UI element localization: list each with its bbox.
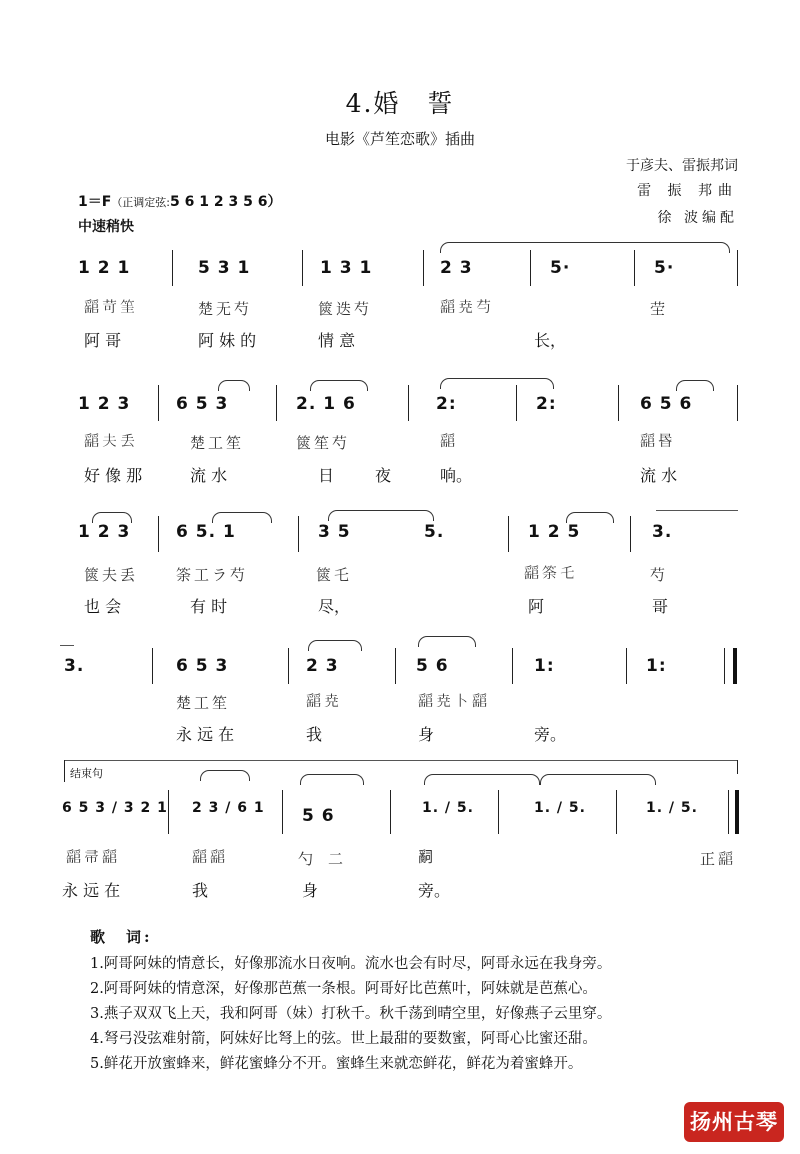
tablature-glyphs: 𤕁尭卜𤕁 <box>418 692 491 710</box>
tie-slur <box>310 380 368 391</box>
tie-slur <box>676 380 714 391</box>
tie-slur <box>308 640 362 651</box>
tie-slur <box>440 378 554 389</box>
barline <box>298 516 299 552</box>
measure: 1. / 5. <box>422 800 474 816</box>
barline <box>152 648 153 684</box>
measure: 6 5 3 <box>176 394 229 414</box>
measure: 5· <box>654 258 675 278</box>
barline <box>423 250 424 286</box>
barline <box>634 250 635 286</box>
measure: 1 2 3 <box>78 522 131 542</box>
tie-slur <box>218 380 250 391</box>
lyric-text: 旁。 <box>418 881 451 900</box>
barline <box>737 385 738 421</box>
lyric-text: 身 <box>302 881 319 900</box>
lyric-verse: 4.弩弓没弦难射箭，阿妹好比弩上的弦。世上最甜的要数蜜，阿哥心比蜜还甜。 <box>90 1031 597 1047</box>
barline <box>395 648 396 684</box>
measure: 2 3 <box>306 656 339 676</box>
measure: 2 3 <box>440 258 473 278</box>
tablature-glyphs: 𤕁夫丢 <box>84 432 139 450</box>
lyric-text: 阿 妹 的 <box>198 331 257 350</box>
barline <box>724 648 725 684</box>
lyric-text: 旁。 <box>534 725 567 744</box>
measure: 5 6 <box>302 806 335 826</box>
lyric-text: 流 水 <box>640 466 678 485</box>
measure: 1: <box>646 656 667 676</box>
barline <box>158 516 159 552</box>
lyric-verse: 3.燕子双双飞上天，我和阿哥（妹）打秋千。秋千荡到晴空里，好像燕子云里穿。 <box>90 1006 612 1022</box>
tablature-glyphs: 楚工笙 <box>190 434 245 452</box>
measure: 6 5 6 <box>640 394 693 414</box>
lyric-text: 尽， <box>318 597 351 616</box>
tie-slur <box>200 770 250 781</box>
measure: 1 2 5 <box>528 522 581 542</box>
tie-slur <box>418 636 476 647</box>
measure: 3. <box>652 522 673 542</box>
barline <box>512 648 513 684</box>
ending-bracket-right <box>737 760 738 774</box>
barline <box>408 385 409 421</box>
barline <box>498 790 499 834</box>
lyric-verse: 1.阿哥阿妹的情意长，好像那流水日夜响。流水也会有时尽，阿哥永远在我身旁。 <box>90 956 612 972</box>
lyricist-credit: 于彦夫、雷振邦词 <box>626 158 738 174</box>
measure: 5· <box>550 258 571 278</box>
composer-credit: 雷 振 邦曲 <box>637 183 738 199</box>
lyric-text: 夜 <box>375 466 392 485</box>
lyric-verse: 2.阿哥阿妹的情意深，好像那芭蕉一条根。阿哥好比芭蕉叶，阿妹就是芭蕉心。 <box>90 981 597 997</box>
barline <box>390 790 391 834</box>
tablature-glyphs: 勺 二 <box>298 850 347 868</box>
barline <box>168 790 169 834</box>
repeat-end-bar <box>733 648 737 684</box>
lyric-text: 我 <box>192 881 209 900</box>
measure: 1. / 5. <box>646 800 698 816</box>
lyrics-heading: 歌 词: <box>90 928 153 946</box>
tie-continuation <box>656 510 738 511</box>
barline <box>516 385 517 421</box>
tablature-glyphs: 𤕁 <box>440 432 459 450</box>
measure: 3. <box>64 656 85 676</box>
lyric-text: 阿 <box>528 597 545 616</box>
tie-continuation <box>60 645 74 646</box>
measure: 1 2 3 <box>78 394 131 414</box>
tempo-marking: 中速稍快 <box>78 219 134 235</box>
key-label: 1＝F <box>78 194 112 210</box>
measure: 2: <box>436 394 457 414</box>
measure: 3 5 <box>318 522 351 542</box>
final-bar <box>735 790 739 834</box>
tablature-glyphs: 茔 <box>650 300 669 318</box>
barline <box>728 790 729 834</box>
measure: 1 3 1 <box>320 258 373 278</box>
lyric-text: 哥 <box>652 597 669 616</box>
tuning-label: （正调定弦: <box>111 196 171 209</box>
tablature-glyphs: 篋迭芍 <box>318 300 373 318</box>
tablature-glyphs: 篋乇 <box>316 566 353 584</box>
tablature-glyphs: 芍 <box>650 566 669 584</box>
arranger-credit: 徐 波编配 <box>657 210 738 226</box>
measure: 2. 1 6 <box>296 394 356 414</box>
lyric-text: 身 <box>418 725 435 744</box>
lyric-text: 阿 哥 <box>84 331 122 350</box>
lyric-text: 永 远 在 <box>176 725 235 744</box>
tablature-glyphs: 𤕁尭芍 <box>440 298 495 316</box>
tablature-glyphs: 𤕁帚𤕁 <box>66 848 121 866</box>
tablature-glyphs: 𤕁筡乇 <box>524 564 579 582</box>
lyric-text: 好 像 那 <box>84 466 143 485</box>
barline <box>618 385 619 421</box>
tie-slur <box>440 242 730 253</box>
lyric-text: 有 时 <box>190 597 228 616</box>
watermark-logo: 扬州古琴 <box>684 1102 784 1142</box>
tablature-glyphs: 𤕁苛筀 <box>84 298 139 316</box>
song-subtitle: 电影《芦笙恋歌》插曲 <box>324 130 475 148</box>
tablature-glyphs: 篋夫丢 <box>84 566 139 584</box>
measure: 2 3 / 6 1 <box>192 800 265 816</box>
lyric-text: 日 <box>318 466 335 485</box>
barline <box>626 648 627 684</box>
ending-label: 结束句 <box>70 767 103 780</box>
measure: 5 3 1 <box>198 258 251 278</box>
tie-slur <box>328 510 434 521</box>
lyric-text: 响。 <box>440 466 473 485</box>
barline <box>302 250 303 286</box>
lyric-text: 流 水 <box>190 466 228 485</box>
tablature-glyphs: 正𤕁 <box>700 850 737 868</box>
tablature-glyphs: 𤕁𤕁 <box>192 848 229 866</box>
barline <box>172 250 173 286</box>
measure: 1. / 5. <box>534 800 586 816</box>
measure: 5. <box>424 522 445 542</box>
measure: 2: <box>536 394 557 414</box>
barline <box>737 250 738 286</box>
measure: 6 5. 1 <box>176 522 236 542</box>
lyric-text: 永 远 在 <box>62 881 121 900</box>
lyric-text: 情 意 <box>318 331 356 350</box>
lyric-verse: 5.鲜花开放蜜蜂来，鲜花蜜蜂分不开。蜜蜂生来就恋鲜花，鲜花为着蜜蜂开。 <box>90 1056 583 1072</box>
tablature-glyphs: 筡工ラ芍 <box>176 566 249 584</box>
measure: 5 6 <box>416 656 449 676</box>
barline <box>508 516 509 552</box>
barline <box>276 385 277 421</box>
measure: 1 2 1 <box>78 258 131 278</box>
tie-slur <box>540 774 656 785</box>
ending-bracket <box>64 760 738 761</box>
tablature-glyphs: 𤕁昬 <box>640 432 677 450</box>
measure: 1: <box>534 656 555 676</box>
ending-bracket-left <box>64 760 65 782</box>
tablature-glyphs: 楚无芍 <box>198 300 253 318</box>
barline <box>530 250 531 286</box>
tablature-glyphs: 楚工笙 <box>176 694 231 712</box>
barline <box>282 790 283 834</box>
tablature-glyphs: 篋笙芍 <box>296 434 351 452</box>
barline <box>630 516 631 552</box>
measure: 6 5 3 <box>176 656 229 676</box>
lyric-text: 也 会 <box>84 597 122 616</box>
tablature-glyphs: 𤔲 <box>418 848 437 866</box>
key-signature <box>78 191 281 211</box>
barline <box>288 648 289 684</box>
tie-slur <box>300 774 364 785</box>
tuning-notes: 5 6 1 2 3 5 6） <box>170 194 282 210</box>
barline <box>158 385 159 421</box>
tie-slur <box>424 774 540 785</box>
measure: 6 5 3 / 3 2 1 <box>62 800 168 816</box>
song-title: 4.婚 誓 <box>345 89 455 118</box>
barline <box>616 790 617 834</box>
lyric-text: 我 <box>306 725 323 744</box>
tablature-glyphs: 𤕁尭 <box>306 692 343 710</box>
lyric-text: 长， <box>534 331 567 350</box>
